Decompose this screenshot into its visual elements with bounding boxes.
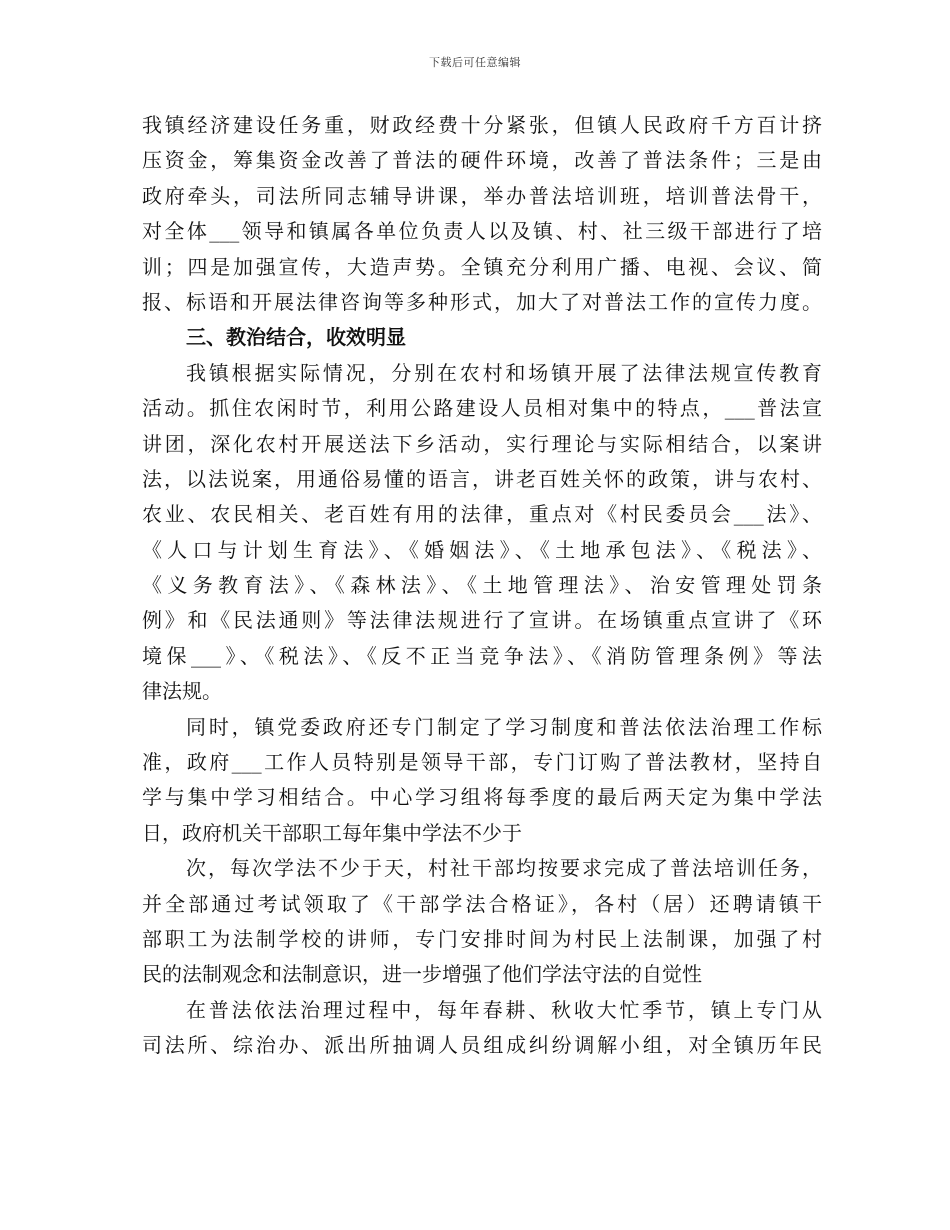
body-line: 训；四是加强宣传，大造声势。全镇充分利用广播、电视、会议、简 <box>142 254 822 279</box>
body-line: 法，以法说案，用通俗易懂的语言，讲老百姓关怀的政策，讲与农村、 <box>142 466 822 491</box>
body-line: 司法所、综治办、派出所抽调人员组成纠纷调解小组，对全镇历年民 <box>142 1033 822 1058</box>
body-line: 农业、农民相关、老百姓有用的法律，重点对《村民委员会___法》、 <box>142 502 822 527</box>
paragraph-first-line: 我镇根据实际情况，分别在农村和场镇开展了法律法规宣传教育 <box>186 360 822 385</box>
paragraph-first-line: 同时，镇党委政府还专门制定了学习制度和普法依法治理工作标 <box>186 714 822 739</box>
page-header: 下载后可任意编辑 <box>429 56 521 69</box>
body-line: 境保___》、《税法》、《反不正当竞争法》、《消防管理条例》等法 <box>142 643 822 668</box>
paragraph-last-line: 律法规。 <box>142 679 222 704</box>
section-heading: 三、教治结合，收效明显 <box>186 325 406 350</box>
body-line: 部职工为法制学校的讲师，专门安排时间为村民上法制课，加强了村 <box>142 926 822 951</box>
paragraph-last-line: 日，政府机关干部职工每年集中学法不少于 <box>142 820 522 845</box>
body-line: 并全部通过考试领取了《干部学法合格证》，各村（居）还聘请镇干 <box>142 891 822 916</box>
paragraph-last-line: 民的法制观念和法制意识，进一步增强了他们学法守法的自觉性 <box>142 962 702 987</box>
body-line: 讲团，深化农村开展送法下乡活动，实行理论与实际相结合，以案讲 <box>142 431 822 456</box>
document-body <box>142 108 822 1064</box>
body-line: 报、标语和开展法律咨询等多种形式，加大了对普法工作的宣传力度。 <box>142 289 822 314</box>
body-line: 例》和《民法通则》等法律法规进行了宣讲。在场镇重点宣讲了《环 <box>142 608 822 633</box>
paragraph-first-line: 次，每次学法不少于天，村社干部均按要求完成了普法培训任务， <box>186 856 822 881</box>
body-line: 政府牵头，司法所同志辅导讲课，举办普法培训班，培训普法骨干， <box>142 183 822 208</box>
body-line: 我镇经济建设任务重，财政经费十分紧张，但镇人民政府千方百计挤 <box>142 113 822 137</box>
body-line: 准，政府___工作人员特别是领导干部，专门订购了普法教材，坚持自 <box>142 750 822 775</box>
body-line: 对全体___领导和镇属各单位负责人以及镇、村、社三级干部进行了培 <box>142 219 822 244</box>
body-line: 活动。抓住农闲时节，利用公路建设人员相对集中的特点，___普法宣 <box>142 396 822 421</box>
body-line: 压资金，筹集资金改善了普法的硬件环境，改善了普法条件；三是由 <box>142 148 822 173</box>
paragraph-first-line: 在普法依法治理过程中，每年春耕、秋收大忙季节，镇上专门从 <box>186 997 822 1022</box>
body-line: 学与集中学习相结合。中心学习组将每季度的最后两天定为集中学法 <box>142 785 822 810</box>
body-line: 《人口与计划生育法》、《婚姻法》、《土地承包法》、《税法》、 <box>142 537 822 562</box>
body-line: 《义务教育法》、《森林法》、《土地管理法》、治安管理处罚条 <box>142 573 822 598</box>
